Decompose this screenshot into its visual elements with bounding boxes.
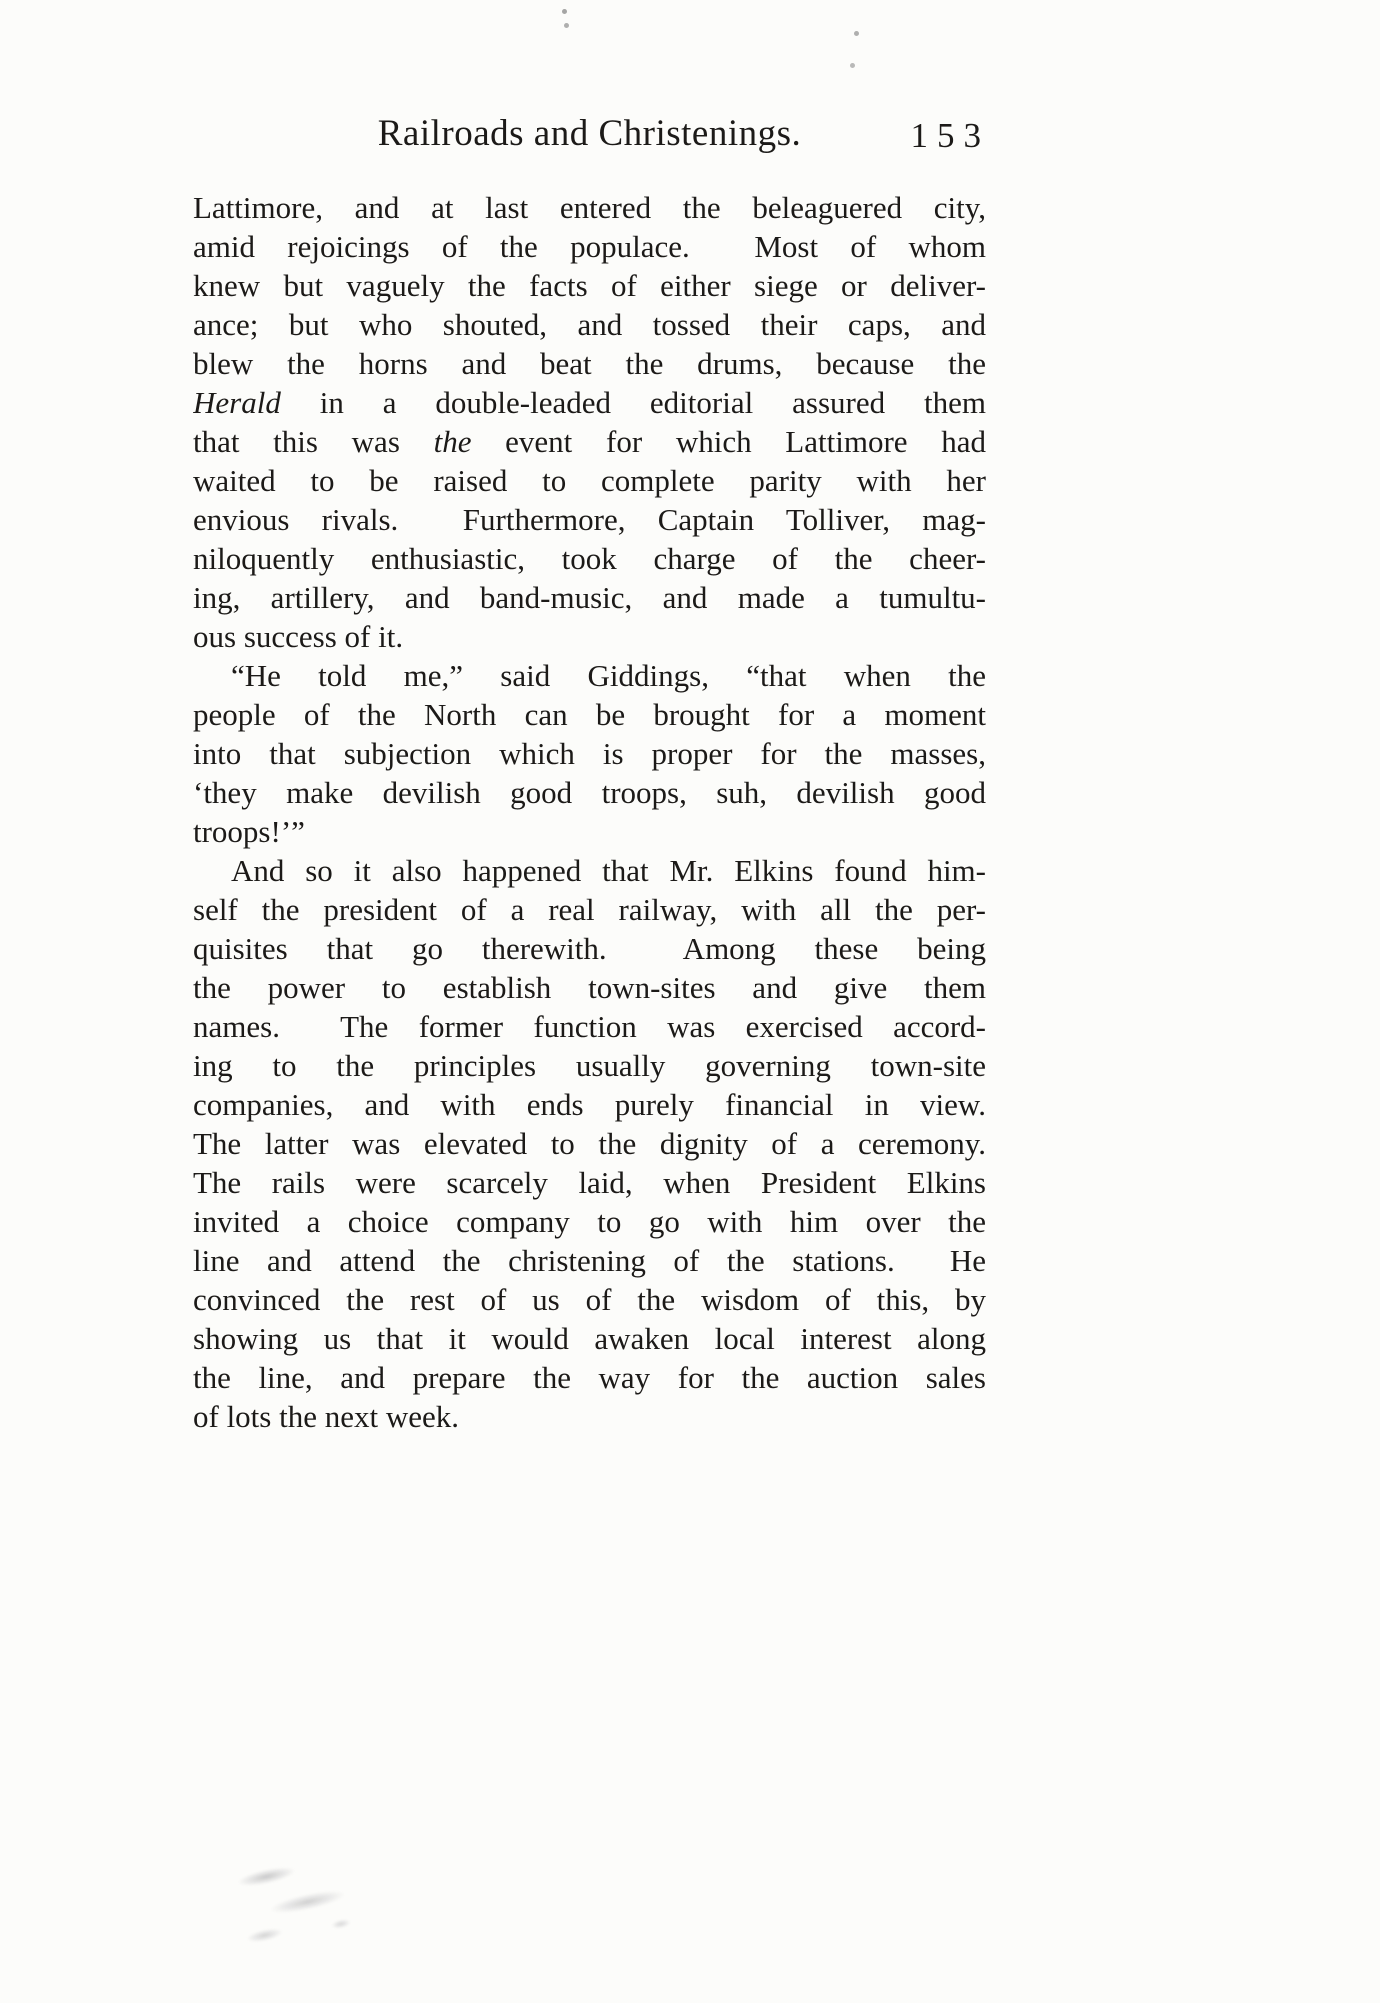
paragraph bbox=[193, 188, 986, 656]
paragraph bbox=[193, 851, 986, 1436]
text-block bbox=[193, 188, 986, 1436]
text-line: amid rejoicings of the populace. Most of whom bbox=[193, 229, 986, 264]
text-line: that this was the event for which Lattimore had bbox=[193, 424, 986, 459]
text-line: envious rivals. Furthermore, Captain Tolliver, mag- bbox=[193, 502, 986, 537]
text-line: niloquently enthusiastic, took charge of the cheer- bbox=[193, 541, 986, 576]
text-line: The rails were scarcely laid, when President Elkins bbox=[193, 1165, 986, 1200]
text-line: waited to be raised to complete parity with her bbox=[193, 463, 986, 498]
text-line: the line, and prepare the way for the auction sales bbox=[193, 1360, 986, 1395]
smudge-mark bbox=[222, 1848, 362, 1943]
text-line: showing us that it would awaken local interest along bbox=[193, 1321, 986, 1356]
text-line: ing to the principles usually governing town-site bbox=[193, 1048, 986, 1083]
text-line: knew but vaguely the facts of either siege or deliver- bbox=[193, 268, 986, 303]
text-line: the power to establish town-sites and give them bbox=[193, 970, 986, 1005]
text-line: people of the North can be brought for a moment bbox=[193, 697, 986, 732]
chapter-title: Railroads and Christenings. bbox=[377, 113, 802, 154]
text-line: ous success of it. bbox=[193, 619, 404, 654]
text-line: ing, artillery, and band-music, and made a tumultu- bbox=[193, 580, 986, 615]
text-line: names. The former function was exercised accord- bbox=[193, 1009, 986, 1044]
text-line: line and attend the christening of the stations. He bbox=[193, 1243, 986, 1278]
text-line: “He told me,” said Giddings, “that when the bbox=[231, 658, 986, 693]
paragraph bbox=[193, 656, 986, 851]
text-line: blew the horns and beat the drums, because the bbox=[193, 346, 986, 381]
text-line: Lattimore, and at last entered the beleaguered city, bbox=[193, 190, 986, 225]
text-line: self the president of a real railway, with all the per- bbox=[193, 892, 986, 927]
text-line: ance; but who shouted, and tossed their caps, and bbox=[193, 307, 986, 342]
text-line: Herald in a double-leaded editorial assured them bbox=[193, 385, 986, 420]
text-line: into that subjection which is proper for the masses, bbox=[193, 736, 986, 771]
page-header bbox=[193, 112, 990, 164]
page-number: 153 bbox=[910, 116, 990, 155]
text-line: And so it also happened that Mr. Elkins found him- bbox=[231, 853, 986, 888]
text-line: quisites that go therewith. Among these being bbox=[193, 931, 986, 966]
text-line: convinced the rest of us of the wisdom of this, by bbox=[193, 1282, 986, 1317]
text-line: ‘they make devilish good troops, suh, devilish good bbox=[193, 775, 986, 810]
text-line: of lots the next week. bbox=[193, 1399, 460, 1434]
text-line: The latter was elevated to the dignity of a ceremony. bbox=[193, 1126, 986, 1161]
text-line: invited a choice company to go with him over the bbox=[193, 1204, 986, 1239]
text-line: companies, and with ends purely financial in view. bbox=[193, 1087, 986, 1122]
scan-specks bbox=[0, 0, 3, 3]
text-line: troops!’” bbox=[193, 814, 305, 849]
